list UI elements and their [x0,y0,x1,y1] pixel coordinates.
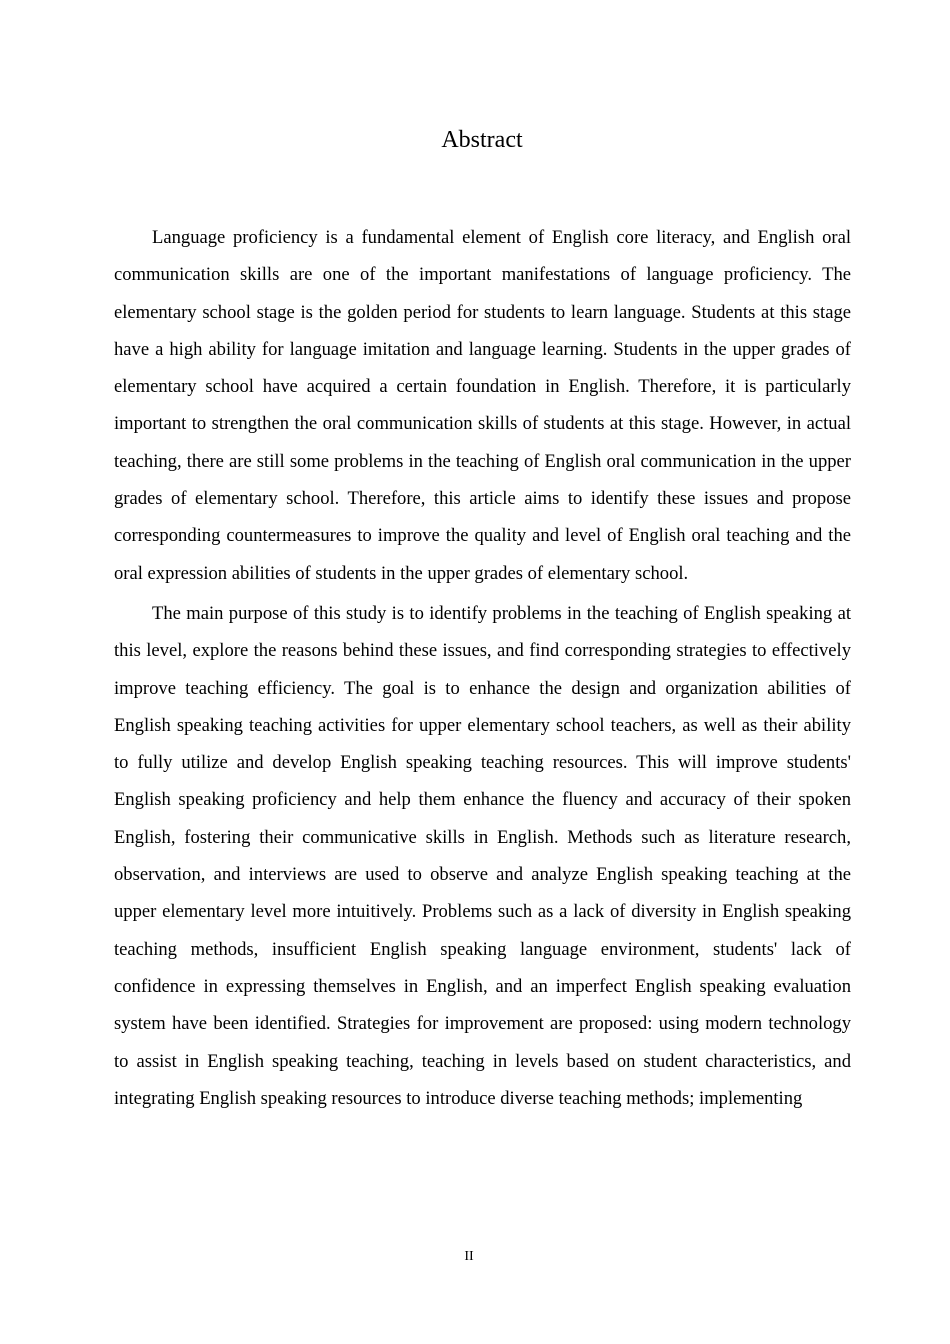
page-number: II [464,1249,474,1264]
abstract-body [114,219,851,1120]
abstract-title: Abstract [441,127,523,153]
abstract-paragraph-2: The main purpose of this study is to identify problems in the teaching of English speaking at this level, explore the reasons behind these issues, and find corresponding strategies to effectively improve teaching efficiency. The goal is to enhance the design and organization abilities of English speaking teaching activities for upper elementary school teachers, as well as their ability to fully utilize and develop English speaking teaching resources. This will improve students' English speaking proficiency and help them enhance the fluency and accuracy of their spoken English, fostering their communicative skills in English. Methods such as literature research, observation, and interviews are used to observe and analyze English speaking teaching at the upper elementary level more intuitively. Problems such as a lack of diversity in English speaking teaching methods, insufficient English speaking language environment, students' lack of confidence in expressing themselves in English, and an imperfect English speaking evaluation system have been identified. Strategies for improvement are proposed: using modern technology to assist in English speaking teaching, teaching in levels based on student characteristics, and integrating English speaking resources to introduce diverse teaching methods; implementing [114,602,851,1109]
abstract-paragraph-1: Language proficiency is a fundamental element of English core literacy, and English oral communication skills are one of the important manifestations of language proficiency. The elementary school stage is the golden period for students to learn language. Students at this stage have a high ability for language imitation and language learning. Students in the upper grades of elementary school have acquired a certain foundation in English. Therefore, it is particularly important to strengthen the oral communication skills of students at this stage. However, in actual teaching, there are still some problems in the teaching of English oral communication in the upper grades of elementary school. Therefore, this article aims to identify these issues and propose corresponding countermeasures to improve the quality and level of English oral teaching and the oral expression abilities of students in the upper grades of elementary school. [114,227,851,584]
